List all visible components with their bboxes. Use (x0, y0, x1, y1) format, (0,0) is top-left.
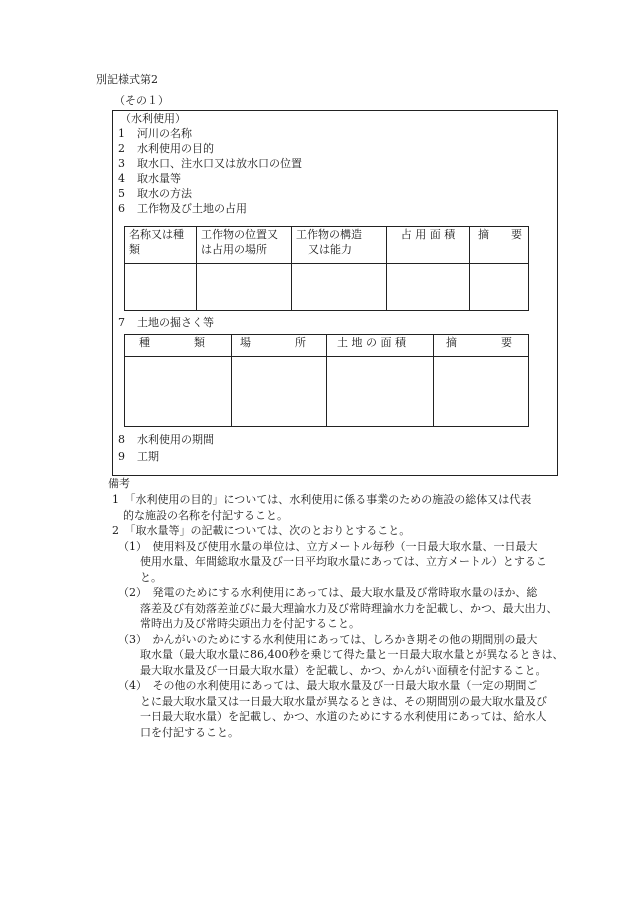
header-land-area: 土 地 の 面 積 (327, 335, 434, 357)
table-cell (327, 357, 434, 427)
section-title: （水利使用） (120, 112, 186, 125)
item-1-num: 1 (118, 127, 125, 140)
occupation-table-header-row (125, 227, 529, 264)
remark-line: と。 (118, 570, 162, 584)
header-occupied-area: 占 用 面 積 (387, 227, 470, 264)
table-cell (470, 264, 529, 311)
table-cell (292, 264, 387, 311)
table-cell (434, 357, 529, 427)
item-6-text: 工作物及び土地の占用 (137, 202, 247, 215)
remark-line: 使用水量、年間総取水量及び一日平均取水量にあっては、立方メートル）とするこ (118, 555, 547, 568)
excavation-table-header-row (125, 335, 529, 357)
table-cell (232, 357, 327, 427)
remark-line: 2 「取水量等」の記載については、次のとおりとすること。 (112, 524, 411, 537)
excavation-table (124, 334, 529, 427)
item-4-num: 4 (118, 172, 125, 185)
header-structure-capacity: 工作物の構造 又は能力 (292, 227, 387, 264)
item-7-num: 7 (118, 316, 125, 329)
item-2-num: 2 (118, 142, 125, 155)
remark-line: 一日最大取水量）を記載し、かつ、水道のためにする水利使用にあっては、給水人 (118, 710, 547, 723)
remarks-title: 備考 (108, 477, 130, 490)
item-5-text: 取水の方法 (137, 187, 192, 200)
item-3-num: 3 (118, 157, 125, 170)
remark-line: 取水量（最大取水量に86,400秒を乗じて得た量と一日最大取水量とが異なるときは、 (118, 648, 564, 661)
item-5-num: 5 (118, 187, 125, 200)
remark-line: 口を付記すること。 (118, 725, 239, 739)
item-9-text: 工期 (137, 450, 159, 463)
remark-line: 最大取水量及び一日最大取水量）を記載し、かつ、かんがい面積を付記すること。 (118, 663, 547, 677)
remark-line: とに最大取水量又は一日最大取水量が異なるときは、その期間別の最大取水量及び (118, 694, 547, 708)
remark-line: （2） 発電のためにする水利使用にあっては、最大取水量及び常時取水量のほか、総 (118, 586, 538, 599)
remark-line: 落差及び有効落差並びに最大理論水力及び常時理論水力を記載し、かつ、最大出力、 (118, 601, 558, 615)
item-8-num: 8 (118, 433, 125, 446)
item-8-text: 水利使用の期間 (137, 433, 214, 446)
item-3-text: 取水口、注水口又は放水口の位置 (137, 157, 302, 170)
occupation-table-blank-row (125, 264, 529, 311)
excavation-table-blank-row (125, 357, 529, 427)
remark-line: 的な施設の名称を付記すること。 (112, 508, 288, 522)
header-place: 場 所 (232, 335, 327, 357)
table-cell (197, 264, 292, 311)
remark-line: 常時出力及び常時尖頭出力を付記すること。 (118, 617, 360, 630)
remark-line: （4） その他の水利使用にあっては、最大取水量及び一日最大取水量（一定の期間ご (118, 679, 538, 692)
header-structure-location: 工作物の位置又 は占用の場所 (197, 227, 292, 264)
occupation-table (124, 226, 529, 311)
remarks-body (112, 492, 564, 740)
item-2-text: 水利使用の目的 (137, 142, 214, 155)
item-1-text: 河川の名称 (137, 127, 192, 140)
table-cell (387, 264, 470, 311)
remark-line: 1 「水利使用の目的」については、水利使用に係る事業のための施設の総体又は代表 (112, 493, 532, 506)
remark-line: （1） 使用料及び使用水量の単位は、立方メートル毎秒（一日最大取水量、一日最大 (118, 539, 538, 553)
header-name-or-type: 名称又は種 類 (125, 227, 197, 264)
remark-line: （3） かんがいのためにする水利使用にあっては、しろかき期その他の期間別の最大 (118, 632, 538, 646)
item-4-text: 取水量等 (137, 172, 181, 185)
part-label: （その１） (114, 94, 169, 107)
header-remarks-2: 摘 要 (434, 335, 529, 357)
header-type: 種 類 (125, 335, 232, 357)
form-label: 別記様式第2 (96, 73, 158, 86)
table-cell (125, 357, 232, 427)
item-9-num: 9 (118, 450, 125, 463)
table-cell (125, 264, 197, 311)
item-6-num: 6 (118, 202, 125, 215)
header-remarks: 摘 要 (470, 227, 529, 264)
item-7-text: 土地の掘さく等 (137, 316, 214, 329)
